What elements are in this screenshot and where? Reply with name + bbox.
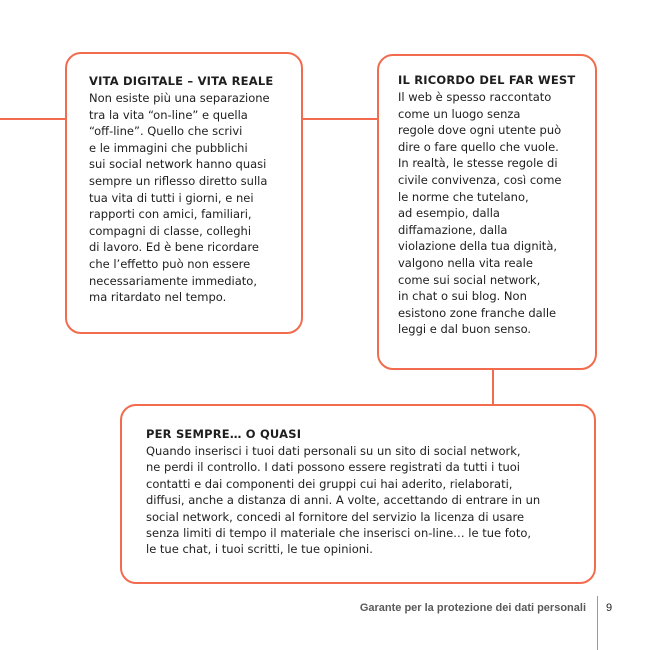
text-line: e le immagini che pubblichi bbox=[89, 140, 248, 155]
text-line: regole dove ogni utente può bbox=[398, 123, 562, 138]
text-line: leggi e dal buon senso. bbox=[398, 322, 532, 337]
text-line: social network, concedi al fornitore del servizio la licenza di usare bbox=[146, 509, 525, 524]
left-connector-line bbox=[0, 118, 66, 120]
box-title: IL RICORDO DEL FAR WEST bbox=[398, 73, 576, 87]
text-line: In realtà, le stesse regole di bbox=[398, 156, 558, 171]
box-title: VITA DIGITALE – VITA REALE bbox=[89, 74, 274, 88]
box-vita-digitale bbox=[65, 52, 303, 334]
text-line: senza limiti di tempo il materiale che inserisci on-line… le tue foto, bbox=[146, 526, 532, 541]
text-line: ma ritardato nel tempo. bbox=[89, 290, 227, 305]
text-line: violazione della tua dignità, bbox=[398, 239, 558, 254]
text-line: ad esempio, dalla bbox=[398, 206, 500, 221]
text-line: sui social network hanno quasi bbox=[89, 157, 267, 172]
page-number: 9 bbox=[606, 602, 613, 614]
text-line: necessariamente immediato, bbox=[89, 273, 257, 288]
text-line: sempre un riflesso diretto sulla bbox=[89, 173, 268, 188]
box-far-west bbox=[377, 54, 597, 370]
text-line: “off-line”. Quello che scrivi bbox=[89, 124, 243, 139]
text-line: come sui social network, bbox=[398, 272, 541, 287]
text-line: Quando inserisci i tuoi dati personali su un sito di social network, bbox=[146, 444, 521, 458]
text-line: come un luogo senza bbox=[398, 106, 521, 121]
box-per-sempre bbox=[120, 404, 596, 584]
top-connector-line bbox=[303, 118, 378, 120]
text-line: Il web è spesso raccontato bbox=[398, 90, 552, 104]
footer-publisher: Garante per la protezione dei dati personali bbox=[359, 602, 586, 614]
box-title: PER SEMPRE… O QUASI bbox=[146, 427, 302, 441]
text-line: valgono nella vita reale bbox=[398, 255, 533, 270]
text-line: in chat o sui blog. Non bbox=[398, 289, 527, 304]
text-line: diffamazione, dalla bbox=[398, 222, 508, 237]
text-line: Non esiste più una separazione bbox=[89, 91, 270, 105]
text-line: rapporti con amici, familiari, bbox=[89, 207, 252, 222]
text-line: di lavoro. Ed è bene ricordare bbox=[89, 240, 259, 255]
text-line: tua vita di tutti i giorni, e nei bbox=[89, 190, 254, 205]
text-line: ne perdi il controllo. I dati possono essere registrati da tutti i tuoi bbox=[146, 460, 520, 475]
text-line: tra la vita “on-line” e quella bbox=[89, 107, 248, 122]
text-line: dire o fare quello che vuole. bbox=[398, 139, 559, 154]
text-line: compagni di classe, colleghi bbox=[89, 223, 252, 238]
footer-divider bbox=[597, 596, 598, 650]
text-line: che l’effetto può non essere bbox=[89, 256, 251, 271]
text-line: le norme che tutelano, bbox=[398, 189, 529, 204]
vertical-connector-line bbox=[492, 370, 494, 405]
text-line: esistono zone franche dalle bbox=[398, 305, 557, 320]
text-line: civile convivenza, così come bbox=[398, 172, 562, 187]
text-line: diffusi, anche a distanza di anni. A volte, accettando di entrare in un bbox=[146, 493, 541, 508]
text-line: le tue chat, i tuoi scritti, le tue opinioni. bbox=[146, 542, 373, 557]
text-line: contatti e dai componenti dei gruppi cui hai aderito, rielaborati, bbox=[146, 476, 513, 491]
